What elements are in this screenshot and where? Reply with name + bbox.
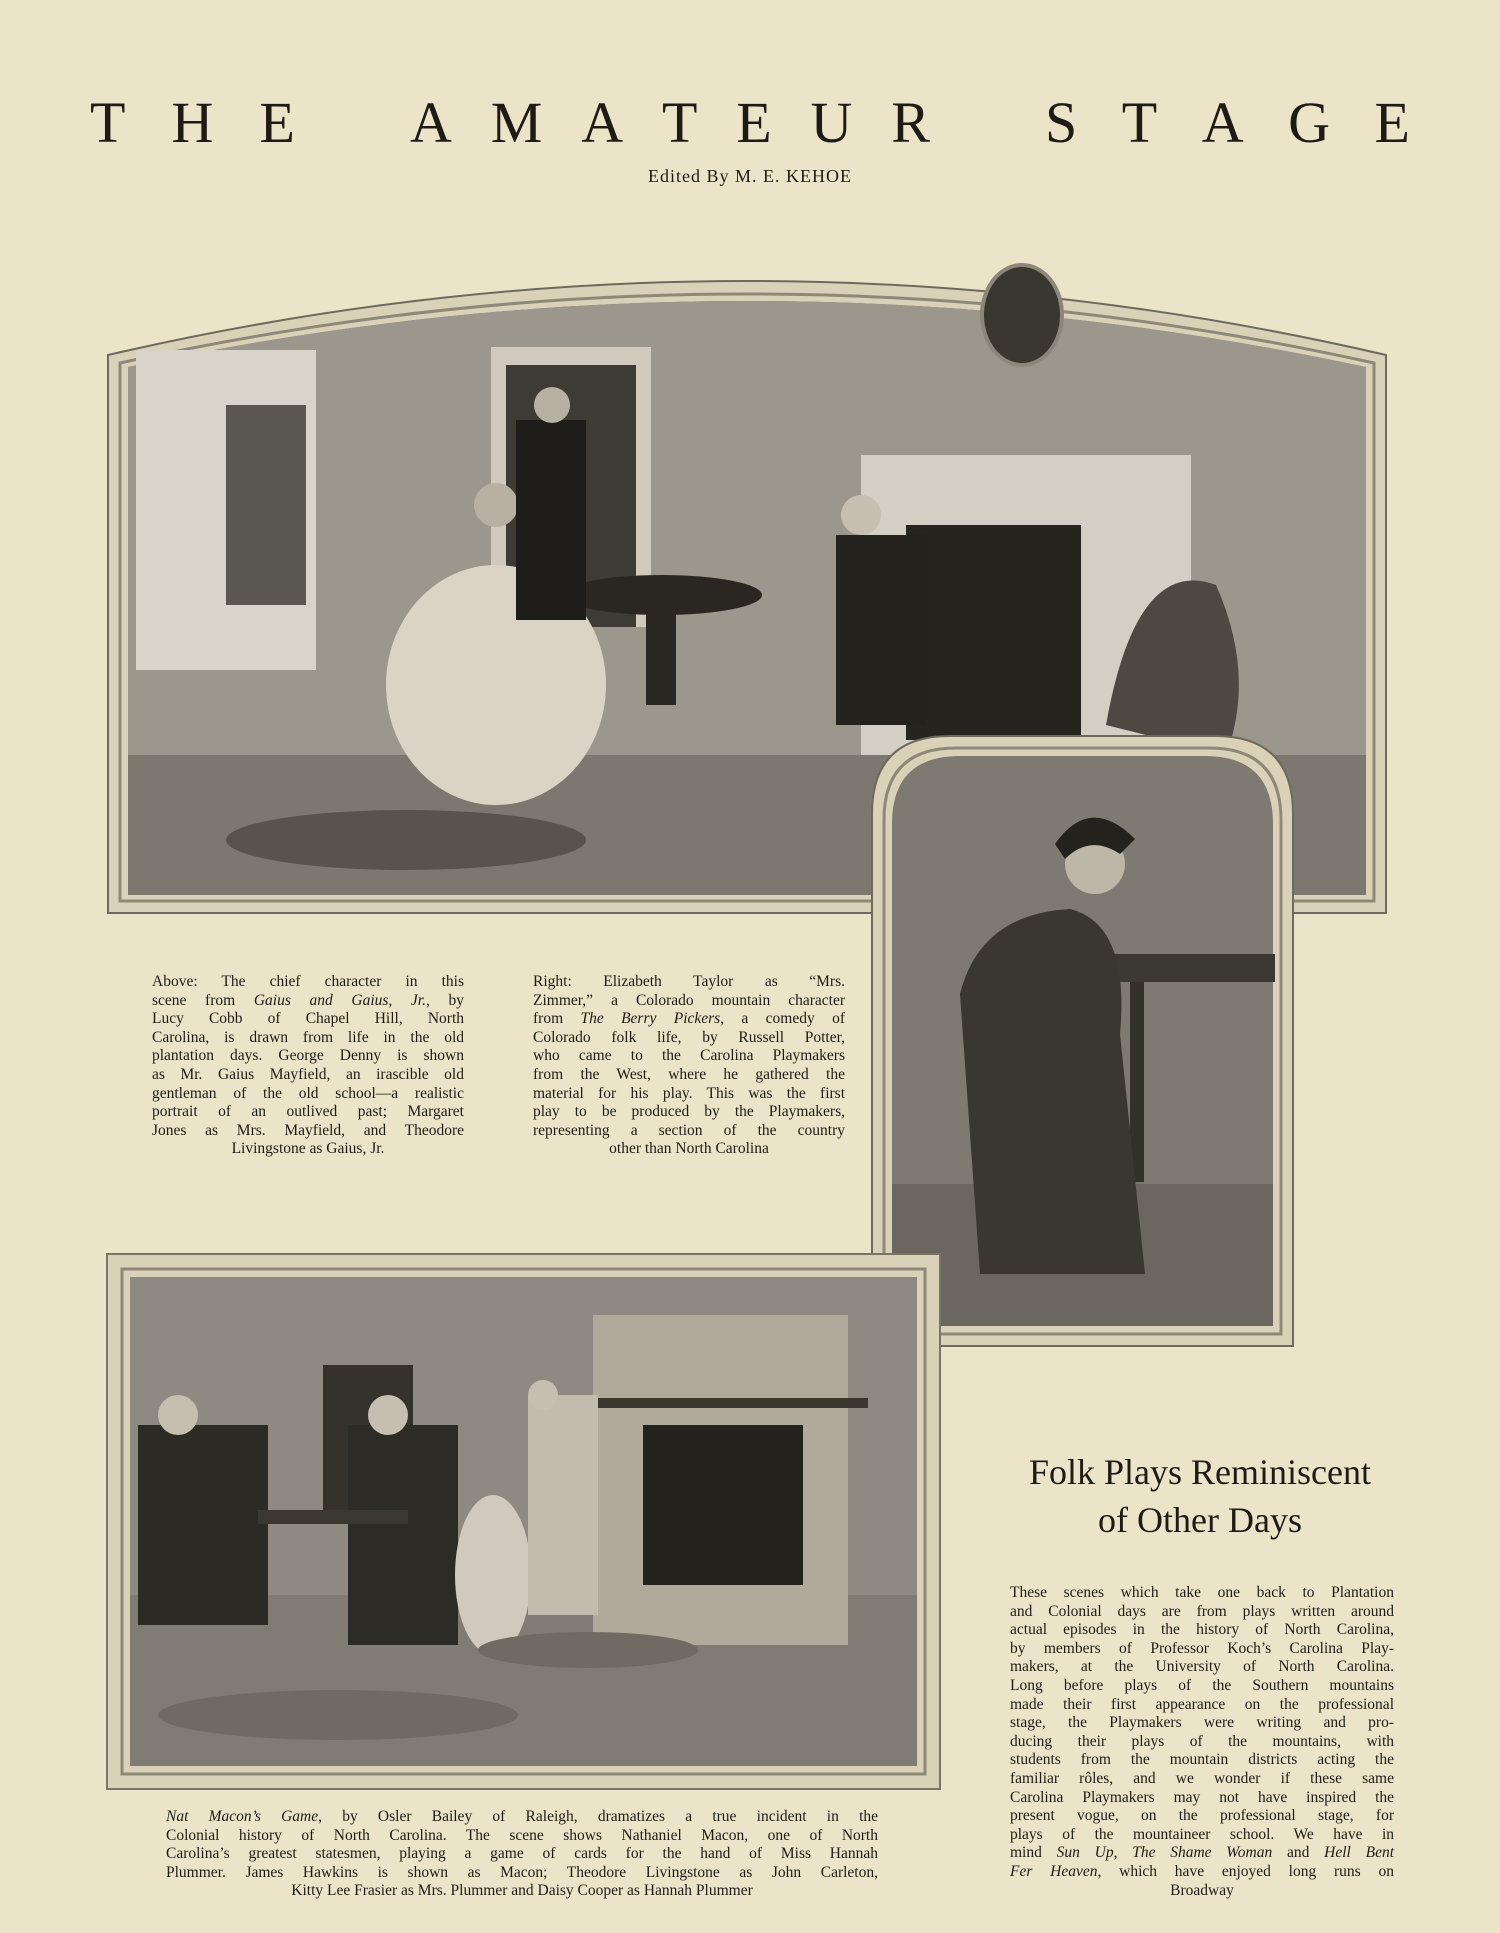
article-line: Fer Heaven, which have enjoyed long runs on: [1010, 1862, 1394, 1880]
caption-bottom-photo: [166, 1808, 878, 1901]
caption-line: Carolina’s greatest statesmen, playing a game of cards for the hand of Miss Hannah: [166, 1845, 878, 1863]
article-heading: [985, 1448, 1415, 1544]
masthead-letter: A: [1201, 90, 1244, 155]
article-line: actual episodes in the history of North Carolina,: [1010, 1621, 1394, 1639]
masthead: [90, 88, 1410, 158]
masthead-letter: R: [891, 90, 930, 155]
article-heading-line: of Other Days: [1098, 1500, 1302, 1540]
article-line-last: Broadway: [1170, 1881, 1234, 1899]
article-line: stage, the Playmakers were writing and pro-: [1010, 1714, 1394, 1732]
masthead-letter: E: [1374, 90, 1410, 155]
caption-line: play to be produced by the Playmakers,: [533, 1103, 845, 1121]
caption-line: Colorado folk life, by Russell Potter,: [533, 1028, 845, 1046]
article-line: plays of the mountaineer school. We have in: [1010, 1825, 1394, 1843]
article-line: Carolina Playmakers may not have inspired the: [1010, 1788, 1394, 1806]
caption-line: representing a section of the country: [533, 1121, 845, 1139]
article-line: present vogue, on the professional stage, for: [1010, 1807, 1394, 1825]
caption-line: Right: Elizabeth Taylor as “Mrs.: [533, 973, 845, 990]
caption-line-last: Livingstone as Gaius, Jr.: [231, 1140, 385, 1158]
masthead-letter: A: [581, 90, 624, 155]
caption-line: Lucy Cobb of Chapel Hill, North: [152, 1010, 464, 1028]
masthead-letter: E: [259, 90, 295, 155]
caption-line: who came to the Carolina Playmakers: [533, 1047, 845, 1065]
masthead-letter: G: [1288, 90, 1331, 155]
caption-line: Zimmer,” a Colorado mountain character: [533, 991, 845, 1009]
caption-line: Nat Macon’s Game, by Osler Bailey of Raleigh, dramatizes a true incident in the: [166, 1808, 879, 1825]
article-line: ducing their plays of the mountains, with: [1010, 1732, 1394, 1750]
article-line: These scenes which take one back to Plantation: [1010, 1584, 1394, 1601]
masthead-letter: T: [1121, 90, 1158, 155]
masthead-letter: T: [90, 90, 126, 155]
masthead-letter: M: [490, 90, 543, 155]
article-line: familiar rôles, and we wonder if these same: [1010, 1769, 1394, 1787]
caption-line: Carolina, is drawn from life in the old: [152, 1028, 464, 1046]
article-line: mind Sun Up, The Shame Woman and Hell Bent: [1010, 1844, 1395, 1862]
caption-line-last: Kitty Lee Frasier as Mrs. Plummer and Daisy Cooper as Hannah Plummer: [291, 1882, 753, 1900]
caption-line: as Mr. Gaius Mayfield, an irascible old: [152, 1065, 464, 1083]
masthead-letter: T: [661, 90, 698, 155]
masthead-letter: A: [410, 90, 452, 155]
caption-line: Plummer. James Hawkins is shown as Macon; Theodore Livingstone as John Carleton,: [166, 1863, 878, 1881]
caption-line-last: other than North Carolina: [609, 1140, 769, 1158]
masthead-letter: S: [1045, 90, 1078, 155]
article-line: and Colonial days are from plays written around: [1010, 1602, 1394, 1620]
caption-line: Above: The chief character in this: [152, 973, 464, 990]
masthead-word-stage: [1045, 90, 1410, 155]
editor-byline: Edited By M. E. KEHOE: [648, 166, 852, 186]
caption-right-photo: [533, 973, 845, 1159]
article-line: students from the mountain districts acting the: [1010, 1751, 1394, 1769]
masthead-letter: H: [171, 90, 214, 155]
caption-line: plantation days. George Denny is shown: [152, 1047, 464, 1065]
article-line: made their first appearance on the professional: [1010, 1695, 1394, 1713]
masthead-word-the: [90, 90, 295, 155]
article-line: makers, at the University of North Carolina.: [1010, 1658, 1394, 1676]
masthead-letter: E: [736, 90, 772, 155]
article-body: [1010, 1584, 1394, 1900]
article-line: by members of Professor Koch’s Carolina Play-: [1010, 1639, 1394, 1657]
bottom-photo: [106, 1253, 941, 1790]
caption-line: portrait of an outlived past; Margaret: [152, 1103, 464, 1121]
article-line: Long before plays of the Southern mountains: [1010, 1676, 1394, 1694]
masthead-word-amateur: [410, 90, 930, 155]
article-heading-line: Folk Plays Reminiscent: [1029, 1452, 1371, 1492]
caption-line: material for his play. This was the first: [533, 1084, 845, 1102]
caption-line: gentleman of the old school—a realistic: [152, 1084, 464, 1102]
caption-line: Colonial history of North Carolina. The scene shows Nathaniel Macon, one of North: [166, 1826, 878, 1844]
caption-line: scene from Gaius and Gaius, Jr., by: [152, 991, 464, 1009]
caption-top-photo: [152, 973, 464, 1159]
masthead-letter: U: [810, 90, 853, 155]
caption-line: from the West, where he gathered the: [533, 1065, 845, 1083]
caption-line: from The Berry Pickers, a comedy of: [533, 1010, 845, 1028]
caption-line: Jones as Mrs. Mayfield, and Theodore: [152, 1121, 464, 1139]
